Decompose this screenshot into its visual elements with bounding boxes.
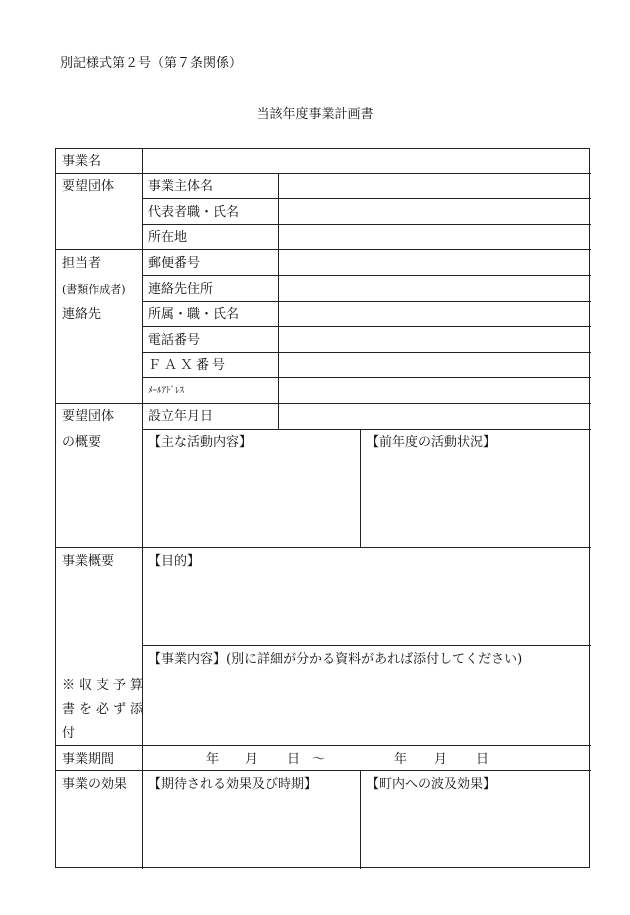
column-divider: [360, 429, 361, 547]
row-divider: [142, 224, 591, 225]
prev-year-activities-label: 【前年度の活動状況】: [366, 435, 497, 450]
project-name-label: 事業名: [62, 154, 102, 169]
start-day-unit: 日: [287, 752, 301, 767]
row-divider: [142, 352, 591, 353]
start-month-unit: 月: [245, 752, 259, 767]
project-summary-label: 事業概要: [62, 554, 115, 569]
project-period-label: 事業期間: [62, 752, 115, 767]
project-name-field[interactable]: [144, 150, 590, 172]
established-date-label: 設立年月日: [148, 409, 214, 424]
row-divider: [142, 645, 591, 646]
phone-label: 電話番号: [148, 333, 201, 348]
budget-note-line-3: 付: [62, 726, 76, 741]
page-title: 当該年度事業計画書: [256, 107, 374, 122]
budget-note-line-1: ※収支予算: [62, 678, 148, 693]
row-divider: [142, 198, 591, 199]
address-field[interactable]: [280, 226, 590, 248]
period-separator: ～: [312, 752, 326, 767]
entity-name-label: 事業主体名: [148, 179, 214, 194]
postal-code-field[interactable]: [280, 251, 590, 273]
contact-person-label: 担当者: [62, 256, 102, 271]
representative-field[interactable]: [280, 200, 590, 222]
document-author-label: (書類作成者): [62, 283, 126, 296]
representative-label: 代表者職・氏名: [148, 205, 240, 220]
prev-year-activities-field[interactable]: [362, 451, 590, 545]
group-overview-label-2: の概要: [62, 435, 102, 450]
expected-effect-field[interactable]: [144, 795, 358, 867]
plan-form-table: [55, 148, 590, 868]
project-content-label: [148, 653, 522, 666]
row-divider: [56, 547, 591, 548]
project-content-heading: 【事業内容】: [148, 652, 227, 667]
row-divider: [56, 173, 591, 174]
project-content-field[interactable]: [144, 669, 590, 743]
affiliation-name-field[interactable]: [280, 303, 590, 325]
form-number: 別記様式第２号（第７条関係）: [60, 56, 243, 71]
address-label: 所在地: [148, 230, 188, 245]
contact-address-field[interactable]: [280, 277, 590, 299]
purpose-field[interactable]: [144, 571, 590, 643]
project-effect-label: 事業の効果: [62, 777, 128, 792]
column-divider: [278, 173, 279, 429]
row-divider: [56, 770, 591, 771]
column-divider: [142, 149, 143, 869]
email-field[interactable]: [280, 379, 590, 401]
fax-field[interactable]: [280, 354, 590, 376]
contact-info-label: 連絡先: [62, 307, 102, 322]
ripple-effect-label: 【町内への波及効果】: [366, 777, 497, 792]
row-divider: [142, 377, 591, 378]
contact-address-label: 連絡先住所: [148, 282, 214, 297]
ripple-effect-field[interactable]: [362, 795, 590, 867]
budget-note-line-2: 書を必ず添: [62, 702, 148, 717]
end-day-unit: 日: [476, 752, 490, 767]
postal-code-label: 郵便番号: [148, 256, 201, 271]
email-label: ﾒｰﾙｱﾄﾞﾚｽ: [148, 386, 185, 396]
expected-effect-label: 【期待される効果及び時期】: [148, 777, 318, 792]
start-year-unit: 年: [206, 752, 220, 767]
affiliation-name-label: 所属・職・氏名: [148, 307, 240, 322]
row-divider: [56, 403, 591, 404]
project-content-note: (別に詳細が分かる資料があれば添付してください): [226, 652, 523, 667]
end-month-unit: 月: [434, 752, 448, 767]
row-divider: [142, 429, 591, 430]
purpose-label: 【目的】: [148, 554, 201, 569]
main-activities-label: 【主な活動内容】: [148, 435, 253, 450]
phone-field[interactable]: [280, 328, 590, 350]
row-divider: [142, 301, 591, 302]
requesting-group-label: 要望団体: [62, 179, 115, 194]
established-date-field[interactable]: [280, 405, 590, 427]
row-divider: [56, 745, 591, 746]
column-divider: [360, 770, 361, 869]
group-overview-label-1: 要望団体: [62, 409, 115, 424]
end-year-unit: 年: [394, 752, 408, 767]
row-divider: [56, 249, 591, 250]
row-divider: [142, 326, 591, 327]
row-divider: [142, 275, 591, 276]
entity-name-field[interactable]: [280, 175, 590, 197]
fax-label: ＦＡＸ番号: [148, 358, 229, 373]
main-activities-field[interactable]: [144, 451, 358, 545]
